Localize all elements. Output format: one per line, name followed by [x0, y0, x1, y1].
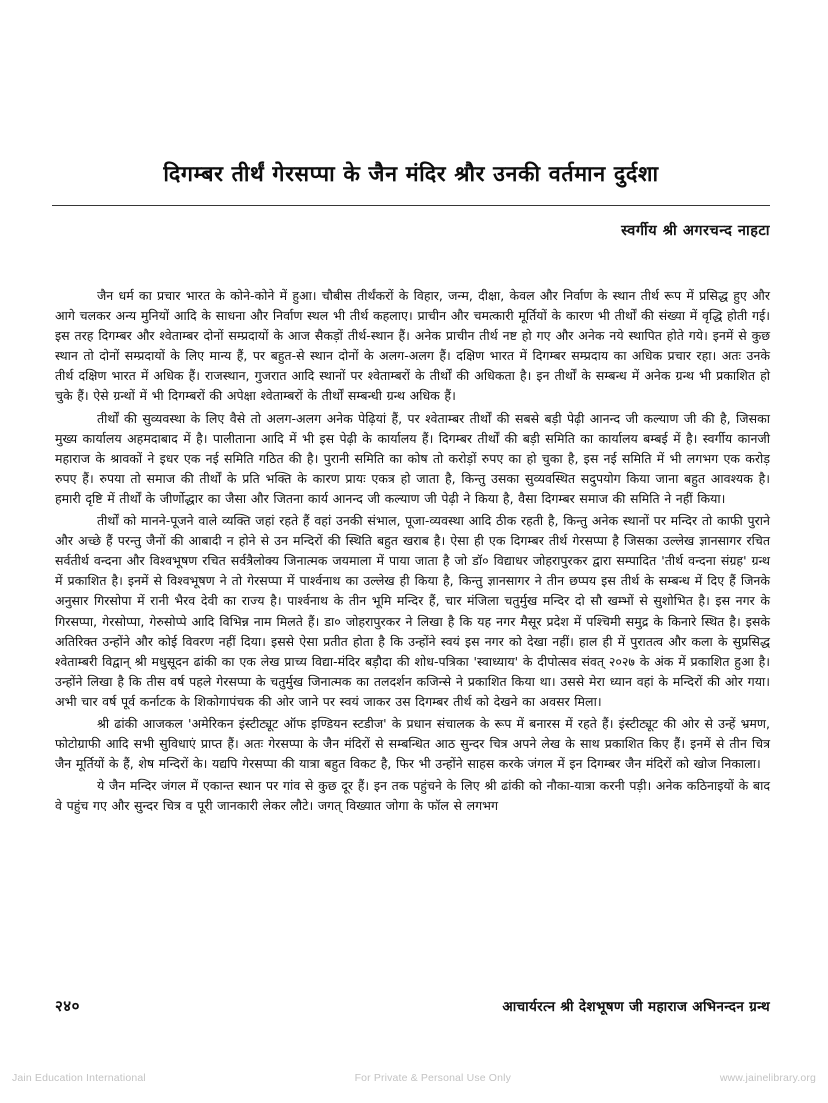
- paragraph: श्री ढांकी आजकल 'अमेरिकन इंस्टीट्यूट ऑफ इण्डियन स्टडीज' के प्रधान संचालक के रूप में बनारस में रहते हैं। इंस्टीट्यूट की ओर से उन्हें भ्रमण, फोटोग्राफी आदि सभी सुविधाएं प्राप्त हैं। अतः गेरसप्पा के जैन मंदिरों से सम्बन्धित आठ सुन्दर चित्र अपने लेख के साथ प्रकाशित किए हैं। इनमें से तीन चित्र जैन मूर्तियों के हैं, शेष मन्दिरों के। यद्यपि गेरसप्पा की यात्रा बहुत विकट है, फिर भी उन्होंने साहस करके जंगल में इन दिगम्बर जैन मंदिरों को खोज निकाला।: [55, 715, 770, 772]
- scan-organization-label: Jain Education International: [12, 1072, 146, 1084]
- scan-website-link[interactable]: www.jainelibrary.org: [719, 1072, 816, 1084]
- page-number: २४०: [55, 997, 80, 1015]
- paragraph: तीर्थों की सुव्यवस्था के लिए वैसे तो अलग-अलग अनेक पेढ़ियां हैं, पर श्वेताम्बर तीर्थों की सबसे बड़ी पेढ़ी आनन्द जी कल्याण जी की है, जिसका मुख्य कार्यालय अहमदाबाद में है। पालीताना आदि में भी इस पेढ़ी के कार्यालय हैं। दिगम्बर तीर्थों की बड़ी समिति का कार्यालय बम्बई में है। स्वर्गीय कानजी महाराज के श्रावकों ने इधर एक नई समिति गठित की है। पुरानी समिति का कोष तो करोड़ों रुपए का हो चुका है, इस नई समिति में भी लगभग एक करोड़ रुपए हैं। रुपया तो समाज की तीर्थों के प्रति भक्ति के कारण प्रायः एकत्र हो जाता है, किन्तु उसका सुव्यवस्थित सदुपयोग किया जाना बहुत आवश्यक है। हमारी दृष्टि में तीर्थों के जीर्णोद्धार का जैसा और जितना कार्य आनन्द जी कल्याण जी पेढ़ी ने किया है, वैसा दिगम्बर समाज की समिति ने नहीं किया।: [55, 410, 770, 506]
- scan-watermark-bar: [0, 1066, 828, 1090]
- paragraph: तीर्थों को मानने-पूजने वाले व्यक्ति जहां रहते हैं वहां उनकी संभाल, पूजा-व्यवस्था आदि ठीक रहती है, किन्तु अनेक स्थानों पर मन्दिर तो काफी पुराने और अच्छे हैं परन्तु जैनों की आबादी न होने से उन मन्दिरों की स्थिति बहुत खराब है। ऐसा ही एक दिगम्बर तीर्थ गेरसप्पा है जिसका उल्लेख ज्ञानसागर रचित सर्वतीर्थ वन्दना और विश्वभूषण रचित सर्वत्रैलोक्य जिनात्मक जयमाला में पाया जाता है जो डॉ० विद्याधर जोहरापुरकर द्वारा सम्पादित 'तीर्थ वन्दना संग्रह' ग्रन्थ में प्रकाशित है। इनमें से विश्वभूषण ने तो गेरसप्पा में पार्श्वनाथ का उल्लेख ही किया है, किन्तु ज्ञानसागर ने तीन छप्पय इस तीर्थ के सम्बन्ध में दिए हैं जिनके अनुसार गिरसोपा में रानी भैरव देवी का राज्य है। पार्श्वनाथ के तीन भूमि मन्दिर हैं, चार मंजिला चतुर्मुख मन्दिर दो सौ खम्भों से सुशोभित है। इस नगर के गिरसप्पा, गेरसोप्पा, गेरुसोप्पे आदि विभिन्न नाम मिलते हैं। डा० जोहरापुरकर ने लिखा है कि यह नगर मैसूर प्रदेश में पश्चिमी समुद्र के किनारे स्थित है। इसके अतिरिक्त उन्होंने और कोई विवरण नहीं दिया। इससे ऐसा प्रतीत होता है कि उन्होंने स्वयं इस नगर को देखा नहीं। हाल ही में पुरातत्व और कला के सुप्रसिद्ध श्वेताम्बरी विद्वान् श्री मधुसूदन ढांकी का एक लेख प्राच्य विद्या-मंदिर बड़ौदा की शोध-पत्रिका 'स्वाध्याय' के दीपोत्सव संवत् २०२७ के अंक में प्रकाशित हुआ है। उन्होंने लिखा है कि तीस वर्ष पहले गेरसप्पा के चतुर्मुख जिनात्मक का तलदर्शन कजिन्से ने प्रकाशित किया था। उससे मेरा ध्यान वहां के मन्दिरों की ओर गया। अभी चार वर्ष पूर्व कर्नाटक के शिकोगापंचक की ओर जाने पर स्वयं जाकर उस दिगम्बर तीर्थ को देखने का अवसर मिला।: [55, 513, 770, 709]
- author-byline: स्वर्गीय श्री अगरचन्द नाहटा: [621, 222, 770, 239]
- paragraph: ये जैन मन्दिर जंगल में एकान्त स्थान पर गांव से कुछ दूर हैं। इन तक पहुंचने के लिए श्री ढांकी को नौका-यात्रा करनी पड़ी। अनेक कठिनाइयों के बाद वे पहुंच गए और सुन्दर चित्र व पूरी जानकारी लेकर लौटे। जगत् विख्यात जोगा के फॉल से लगभग: [55, 778, 770, 814]
- book-title-footer: आचार्यरत्न श्री देशभूषण जी महाराज अभिनन्दन ग्रन्थ: [502, 999, 770, 1015]
- page-footer: [55, 996, 770, 1016]
- article-body: [55, 286, 770, 816]
- title-divider: [52, 205, 770, 206]
- paragraph: जैन धर्म का प्रचार भारत के कोने-कोने में हुआ। चौबीस तीर्थंकरों के विहार, जन्म, दीक्षा, केवल और निर्वाण के स्थान तीर्थ रूप में प्रसिद्ध हुए और आगे चलकर अन्य मुनियों आदि के साधना और निर्वाण स्थल भी तीर्थ कहलाए। प्राचीन और चमत्कारी मूर्तियों के कारण भी तीर्थों की संख्या में वृद्धि होती गई। इस तरह दिगम्बर और श्वेताम्बर दोनों सम्प्रदायों के आज सैकड़ों तीर्थ-स्थान हैं। अनेक प्राचीन तीर्थ नष्ट हो गए और अनेक नये स्थापित होते गये। इनमें से कुछ स्थान तो दोनों सम्प्रदायों के लिए मान्य हैं, पर बहुत-से स्थान दोनों के अलग-अलग हैं। दक्षिण भारत में दिगम्बर सम्प्रदाय का अधिक प्रचार रहा। अतः उनके तीर्थ दक्षिण भारत में अधिक हैं। राजस्थान, गुजरात आदि स्थानों पर श्वेताम्बरों के तीर्थों की अधिकता है। इन तीर्थों के सम्बन्ध में अनेक ग्रन्थ भी प्रकाशित हो चुके हैं। ऐसे ग्रन्थों में भी दिगम्बरों की अपेक्षा श्वेताम्बरों के तीर्थों सम्बन्धी ग्रन्थ अधिक हैं।: [55, 288, 770, 404]
- title-block: [52, 162, 770, 240]
- scan-usage-notice: For Private & Personal Use Only: [354, 1072, 511, 1084]
- page-title: दिगम्बर तीर्थं गेरसप्पा के जैन मंदिर श्रौर उनकी वर्तमान दुर्दशा: [163, 162, 659, 187]
